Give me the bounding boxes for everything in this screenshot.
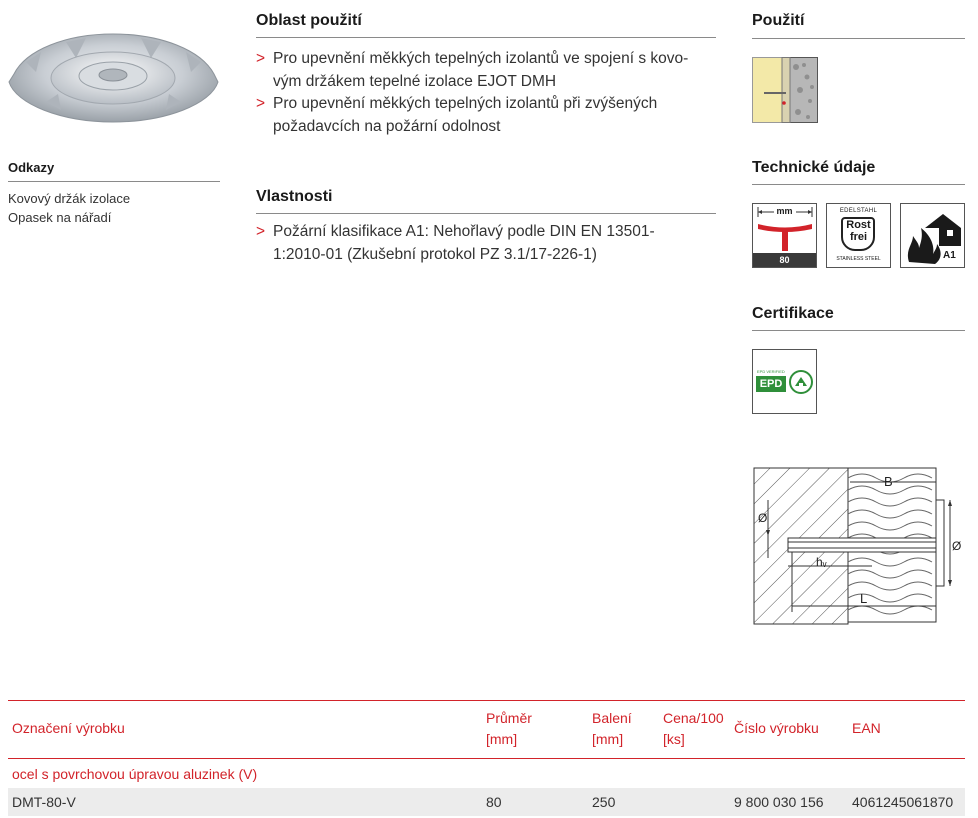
col-header-pack <box>592 708 632 750</box>
dowel-icon <box>756 221 814 251</box>
area-item-1 <box>256 47 716 93</box>
cell-article: 9 800 030 156 <box>734 794 824 810</box>
diagram-label-hv: hᵥ <box>816 555 827 569</box>
props-item-1-line-2: 1:2010-01 (Zkušební protokol PZ 3.1/17-226-1) <box>273 246 597 263</box>
col-header-ean: EAN <box>852 720 881 736</box>
wall-application-icon <box>752 57 818 123</box>
tech-heading: Technické údaje <box>752 159 876 176</box>
arrow-icon <box>756 206 814 218</box>
use-rule <box>752 38 965 39</box>
stainless-main-1: Rost <box>846 219 871 231</box>
stainless-top-label: EDELSTAHL <box>839 208 878 214</box>
cell-diameter: 80 <box>486 794 502 810</box>
diagram-label-d2: Ø <box>952 539 962 553</box>
cert-rule <box>752 330 965 331</box>
col-header-price-line1: Cena/100 <box>663 710 724 726</box>
links-rule <box>8 181 220 182</box>
props-heading: Vlastnosti <box>256 188 333 205</box>
product-image <box>6 22 221 132</box>
use-heading: Použití <box>752 12 805 29</box>
stainless-main-2: frei <box>849 231 868 243</box>
area-item-1-line-1: Pro upevnění měkkých tepelných izolantů ve spojení s kovo- <box>273 50 689 67</box>
link-tool-belt[interactable]: Opasek na nářadí <box>8 210 112 225</box>
epd-leaf-icon <box>788 369 814 395</box>
cell-ean: 4061245061870 <box>852 794 954 810</box>
col-header-diameter <box>486 708 532 750</box>
epd-main-label: EPD <box>756 376 786 392</box>
link-insulation-holder[interactable]: Kovový držák izolace <box>8 191 131 206</box>
area-item-2-line-1: Pro upevnění měkkých tepelných izolantů při zvýšených <box>273 95 658 112</box>
props-item-1 <box>256 220 716 266</box>
table-header-rule <box>8 758 965 759</box>
col-header-diameter-line2: [mm] <box>486 731 518 747</box>
diagram-label-b: B <box>884 474 893 489</box>
col-header-diameter-line1: Průměr <box>486 710 532 726</box>
bullet-marker: > <box>256 50 266 67</box>
links-list <box>8 189 130 227</box>
area-heading: Oblast použití <box>256 12 362 29</box>
table-row <box>8 788 965 816</box>
col-header-price <box>663 708 724 750</box>
col-header-name: Označení výrobku <box>12 720 125 736</box>
length-unit-label: mm <box>776 206 793 216</box>
bullet-marker: > <box>256 95 266 112</box>
fire-class-label: A1 <box>943 250 956 261</box>
epd-certificate-icon <box>752 349 817 414</box>
epd-small-text: EPD VERIFIED <box>757 369 785 374</box>
cell-pack: 250 <box>592 794 616 810</box>
col-header-pack-line1: Balení <box>592 710 632 726</box>
stainless-bottom-label: STAINLESS STEEL <box>836 256 881 262</box>
area-item-1-line-2: vým držákem tepelné izolace EJOT DMH <box>273 73 557 90</box>
area-rule <box>256 37 716 38</box>
col-header-price-line2: [ks] <box>663 731 685 747</box>
bullet-marker: > <box>256 223 266 240</box>
diagram-label-d1: Ø <box>758 511 768 525</box>
props-item-1-line-1: Požární klasifikace A1: Nehořlavý podle DIN EN 13501- <box>273 223 655 240</box>
table-top-rule <box>8 700 965 701</box>
cert-heading: Certifikace <box>752 305 834 322</box>
group-label: ocel s povrchovou úpravou aluzinek (V) <box>12 766 258 782</box>
area-item-2-line-2: požadavcích na požární odolnost <box>273 118 501 135</box>
fire-class-icon <box>900 203 965 268</box>
stainless-steel-icon <box>826 203 891 268</box>
diagram-label-l: L <box>860 591 868 606</box>
cell-name: DMT-80-V <box>12 794 76 810</box>
col-header-pack-line2: [mm] <box>592 731 624 747</box>
length-icon <box>752 203 817 268</box>
length-value: 80 <box>753 253 816 267</box>
col-header-article: Číslo výrobku <box>734 720 819 736</box>
area-item-2 <box>256 92 716 138</box>
tech-rule <box>752 184 965 185</box>
links-heading: Odkazy <box>8 160 55 175</box>
props-rule <box>256 213 716 214</box>
installation-diagram <box>752 466 964 626</box>
